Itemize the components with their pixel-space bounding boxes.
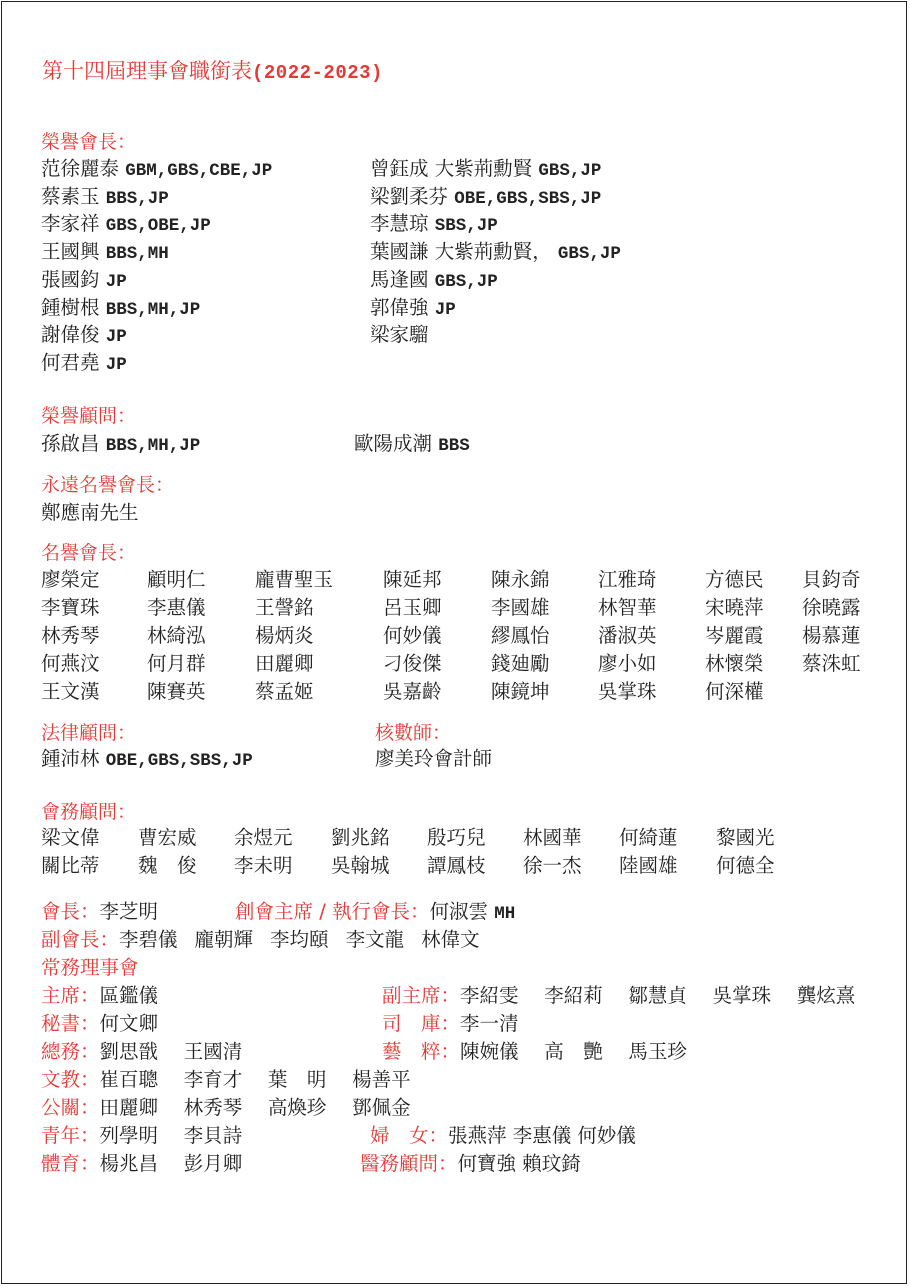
- committee-role-label: 青年：: [41, 1124, 100, 1147]
- person-credentials: GBS,JP: [557, 244, 621, 265]
- grid-name: 李未明: [234, 854, 293, 877]
- section-affairs-advisor-label: 會務顧問：: [41, 801, 137, 823]
- vice-president-name: 李均頤: [270, 928, 329, 951]
- grid-name: 陳賽英: [147, 680, 206, 703]
- grid-name: 梁文偉: [41, 826, 100, 849]
- vice-president-names: [119, 928, 480, 951]
- section-honorary-president-label: 榮譽會長：: [41, 131, 137, 153]
- grid-name: 呂玉卿: [383, 596, 442, 619]
- person-name: 蔡素玉: [41, 184, 100, 208]
- president-row: [41, 898, 881, 926]
- honorary-president-entry: [370, 321, 429, 349]
- person-credentials: GBM,GBS,CBE,JP: [125, 161, 273, 181]
- grid-name: 關比蒂: [41, 854, 100, 877]
- person-name: 郭偉強: [370, 295, 435, 319]
- grid-name: 李惠儀: [147, 596, 206, 619]
- honorary-president-row: [41, 238, 861, 266]
- grid-name: 魏 俊: [138, 854, 197, 877]
- person-name: 馬逢國: [370, 267, 429, 291]
- committee-role-label: 藝 粹：: [382, 1040, 461, 1063]
- grid-name: 宋曉萍: [705, 596, 764, 619]
- committee-role-label: 秘書：: [41, 1012, 100, 1035]
- person-name: 李家祥: [41, 212, 100, 236]
- person-credentials: BBS,MH,JP: [105, 299, 201, 320]
- grid-name: 楊炳炎: [255, 624, 314, 647]
- section-legal-advisor-label: 法律顧問：: [41, 722, 137, 744]
- honorary-president-row: [41, 349, 861, 377]
- standing-committee-row: [41, 1038, 881, 1066]
- grid-name: 曹宏威: [138, 826, 197, 849]
- vice-president-row: [41, 926, 881, 954]
- section-auditor-label: 核數師：: [375, 722, 452, 744]
- person-name: 張國鈞: [41, 267, 100, 291]
- grid-name: 林綺泓: [147, 624, 206, 647]
- named-presidents-row: [41, 650, 881, 678]
- honorary-president-entry: [370, 210, 498, 240]
- president-name: 李芝明: [99, 900, 159, 923]
- committee-role-right: [382, 1010, 519, 1038]
- grid-name: 林智華: [598, 596, 657, 619]
- grid-name: 吳嘉齡: [383, 680, 442, 703]
- committee-role-right: [370, 1122, 636, 1150]
- honorary-president-entry: [41, 266, 127, 296]
- committee-role-left: [41, 1122, 242, 1150]
- grid-name: 貝鈞奇: [802, 568, 861, 591]
- auditor-name: 廖美玲會計師: [375, 747, 493, 770]
- person-credentials: SBS,JP: [434, 216, 498, 237]
- grid-name: 林國華: [523, 826, 582, 849]
- grid-name: 廖小如: [598, 652, 657, 675]
- grid-name: 李國雄: [491, 596, 550, 619]
- person-credentials: BBS,JP: [105, 188, 169, 209]
- committee-role-left: [41, 1010, 158, 1038]
- person-credentials: OBE,GBS,SBS,JP: [454, 188, 602, 209]
- committee-role-label: 婦 女：: [370, 1124, 449, 1147]
- grid-name: 顧明仁: [147, 568, 206, 591]
- committee-role-label: 醫務顧問：: [360, 1152, 458, 1175]
- honorary-president-entry: [41, 349, 127, 379]
- honorary-president-row: [41, 183, 861, 211]
- person-credentials: JP: [105, 327, 127, 348]
- person-credentials: GBS,OBE,JP: [105, 216, 211, 237]
- grid-name: 林秀琴: [41, 624, 100, 647]
- person-name: 范徐麗泰: [41, 157, 120, 180]
- grid-name: 方德民: [705, 568, 764, 591]
- grid-name: 黎國光: [716, 826, 775, 849]
- title-main: 第十四屆理事會職銜表: [42, 59, 252, 83]
- affairs-advisor-row: [41, 852, 881, 880]
- committee-members: 田麗卿 林秀琴 高煥珍 鄧佩金: [99, 1096, 411, 1119]
- section-named-presidents-label: 名譽會長：: [41, 542, 137, 564]
- committee-role-label: 副主席：: [382, 984, 461, 1007]
- honorary-president-entry: [41, 321, 127, 351]
- committee-members: 劉思戩 王國清: [99, 1040, 243, 1063]
- committee-role-left: [41, 1066, 411, 1094]
- page-title: [42, 59, 383, 85]
- person-name: 謝偉俊: [41, 323, 100, 347]
- person-credentials: JP: [105, 354, 127, 375]
- person-credentials: JP: [434, 299, 456, 320]
- committee-members: 李紹雯 李紹莉 鄒慧貞 吳掌珠 龔炫熹: [460, 984, 856, 1007]
- committee-role-right: [360, 1150, 581, 1178]
- grid-name: 繆鳳怡: [491, 624, 550, 647]
- section-honorary-advisor-label: 榮譽顧問：: [41, 405, 137, 427]
- founder-quals: MH: [494, 904, 516, 924]
- founder-label: 創會主席 / 執行會長：: [235, 900, 430, 923]
- person-name: 鍾樹根: [41, 295, 100, 319]
- committee-members: 列學明 李貝詩: [99, 1124, 243, 1147]
- grid-name: 劉兆銘: [331, 826, 390, 849]
- grid-name: 吳掌珠: [598, 680, 657, 703]
- permanent-honorary-president-name: 鄭應南先生: [41, 501, 139, 524]
- grid-name: 田麗卿: [255, 652, 314, 675]
- grid-name: 刁俊傑: [383, 652, 442, 675]
- grid-name: 何深權: [705, 680, 764, 703]
- honorary-president-row: [41, 321, 861, 349]
- standing-committee-row: [41, 1066, 881, 1094]
- vice-president-name: 龐朝輝: [194, 928, 254, 951]
- standing-committee-row: [41, 982, 881, 1010]
- committee-role-left: [41, 982, 158, 1010]
- grid-name: 何德全: [716, 854, 775, 877]
- grid-name: 楊慕蓮: [802, 624, 861, 647]
- founder-name: 何淑雲: [429, 900, 488, 923]
- committee-members: 李一清: [460, 1012, 519, 1035]
- person-name: 梁劉柔芬: [370, 184, 449, 208]
- person-name: 梁家騮: [370, 323, 429, 347]
- committee-role-left: [41, 1038, 242, 1066]
- person-name: 何君堯: [41, 350, 100, 374]
- committee-role-label: 體育：: [41, 1152, 100, 1175]
- honorary-president-entry: [41, 183, 169, 213]
- honorary-advisor-row: [41, 430, 861, 458]
- vice-president-name: 李碧儀: [119, 928, 178, 951]
- committee-members: 區鑑儀: [99, 984, 159, 1007]
- grid-name: 徐一杰: [523, 854, 582, 877]
- vice-president-name: 林偉文: [421, 928, 480, 951]
- committee-role-label: 總務：: [41, 1040, 100, 1063]
- honorary-president-entry: [370, 294, 456, 324]
- vice-president-label: 副會長：: [41, 928, 120, 951]
- named-presidents-row: [41, 678, 881, 706]
- grid-name: 殷巧兒: [427, 826, 486, 849]
- honorary-president-entry: [41, 210, 211, 240]
- grid-name: 陳鏡坤: [491, 680, 550, 703]
- person-credentials: BBS,MH: [105, 244, 169, 265]
- committee-role-label: 文教：: [41, 1068, 100, 1091]
- person-name: 王國興: [41, 240, 100, 264]
- grid-name: 何月群: [147, 652, 206, 675]
- honorary-president-row: [41, 266, 861, 294]
- grid-name: 譚鳳枝: [427, 854, 486, 877]
- committee-members: 張燕萍 李惠儀 何妙儀: [448, 1124, 636, 1147]
- named-presidents-row: [41, 566, 881, 594]
- legal-auditor-row: [41, 745, 861, 773]
- affairs-advisor-row: [41, 824, 881, 852]
- honorary-president-entry: [370, 238, 621, 268]
- grid-name: 余煜元: [234, 826, 293, 849]
- grid-name: 廖榮定: [41, 568, 100, 591]
- committee-role-label: 主席：: [41, 984, 100, 1007]
- grid-name: 林懷榮: [705, 652, 764, 675]
- section-permanent-honorary-president-label: 永遠名譽會長：: [41, 474, 175, 496]
- committee-role-right: [382, 982, 855, 1010]
- permanent-honorary-president-row: [41, 499, 441, 527]
- standing-committee-row: [41, 1094, 881, 1122]
- grid-name: 蔡孟姬: [255, 680, 314, 703]
- vice-president-name: 李文龍: [345, 928, 405, 951]
- standing-committee-row: [41, 1122, 881, 1150]
- honorary-president-row: [41, 155, 861, 183]
- person-name: 曾鈺成 大紫荊勳賢: [370, 157, 533, 180]
- standing-committee-row: [41, 1150, 881, 1178]
- standing-committee-heading: 常務理事會: [41, 956, 139, 979]
- grid-name: 陳永錦: [491, 568, 550, 591]
- grid-name: 陳延邦: [383, 568, 442, 591]
- committee-role-left: [41, 1150, 242, 1178]
- honorary-president-entry: [41, 155, 272, 185]
- standing-committee-heading-row: [41, 954, 441, 982]
- grid-name: 吳翰城: [331, 854, 390, 877]
- person-credentials: JP: [105, 271, 127, 292]
- honorary-president-entry: [41, 238, 169, 268]
- person-name: 葉國謙 大紫荊勳賢，: [370, 240, 552, 264]
- named-presidents-row: [41, 594, 881, 622]
- honorary-advisor-entry: 孫啟昌 BBS,MH,JP: [41, 432, 201, 456]
- grid-name: 何燕汶: [41, 652, 100, 675]
- committee-role-label: 司 庫：: [382, 1012, 461, 1035]
- grid-name: 潘淑英: [598, 624, 657, 647]
- grid-name: 李寶珠: [41, 596, 100, 619]
- standing-committee-row: [41, 1010, 881, 1038]
- committee-members: 何寶強 賴玟錡: [457, 1152, 581, 1175]
- committee-role-right: [382, 1038, 687, 1066]
- grid-name: 錢廸勵: [491, 652, 550, 675]
- named-presidents-row: [41, 622, 881, 650]
- honorary-president-row: [41, 210, 861, 238]
- honorary-advisor-entry: 歐陽成潮 BBS: [354, 432, 470, 456]
- person-credentials: GBS,JP: [434, 271, 498, 292]
- committee-members: 陳婉儀 高 艷 馬玉珍: [460, 1040, 687, 1063]
- document-page: [1, 1, 907, 1284]
- honorary-president-entry: [41, 294, 200, 324]
- honorary-president-row: [41, 294, 861, 322]
- person-name: 李慧琼: [370, 212, 429, 236]
- grid-name: 何妙儀: [383, 624, 442, 647]
- grid-name: 岑麗霞: [705, 624, 764, 647]
- grid-name: 龐曹聖玉: [255, 568, 334, 591]
- president-label: 會長：: [41, 900, 100, 923]
- committee-members: 何文卿: [99, 1012, 159, 1035]
- grid-name: 陸國雄: [619, 854, 678, 877]
- grid-name: 王謦銘: [255, 596, 314, 619]
- committee-members: 楊兆昌 彭月卿: [99, 1152, 243, 1175]
- person-credentials: GBS,JP: [538, 161, 602, 181]
- honorary-president-entry: [370, 183, 601, 213]
- committee-role-left: [41, 1094, 411, 1122]
- grid-name: 王文漢: [41, 680, 100, 703]
- committee-role-label: 公關：: [41, 1096, 100, 1119]
- grid-name: 江雅琦: [598, 568, 657, 591]
- honorary-president-entry: [370, 155, 601, 185]
- honorary-president-entry: [370, 266, 498, 296]
- legal-advisor-entry: 鍾沛林 OBE,GBS,SBS,JP: [41, 747, 253, 771]
- title-year: (2022-2023): [252, 62, 383, 84]
- grid-name: 蔡洙虹: [802, 652, 861, 675]
- grid-name: 徐曉露: [802, 596, 861, 619]
- grid-name: 何綺蓮: [619, 826, 678, 849]
- committee-members: 崔百聰 李育才 葉 明 楊善平: [99, 1068, 411, 1091]
